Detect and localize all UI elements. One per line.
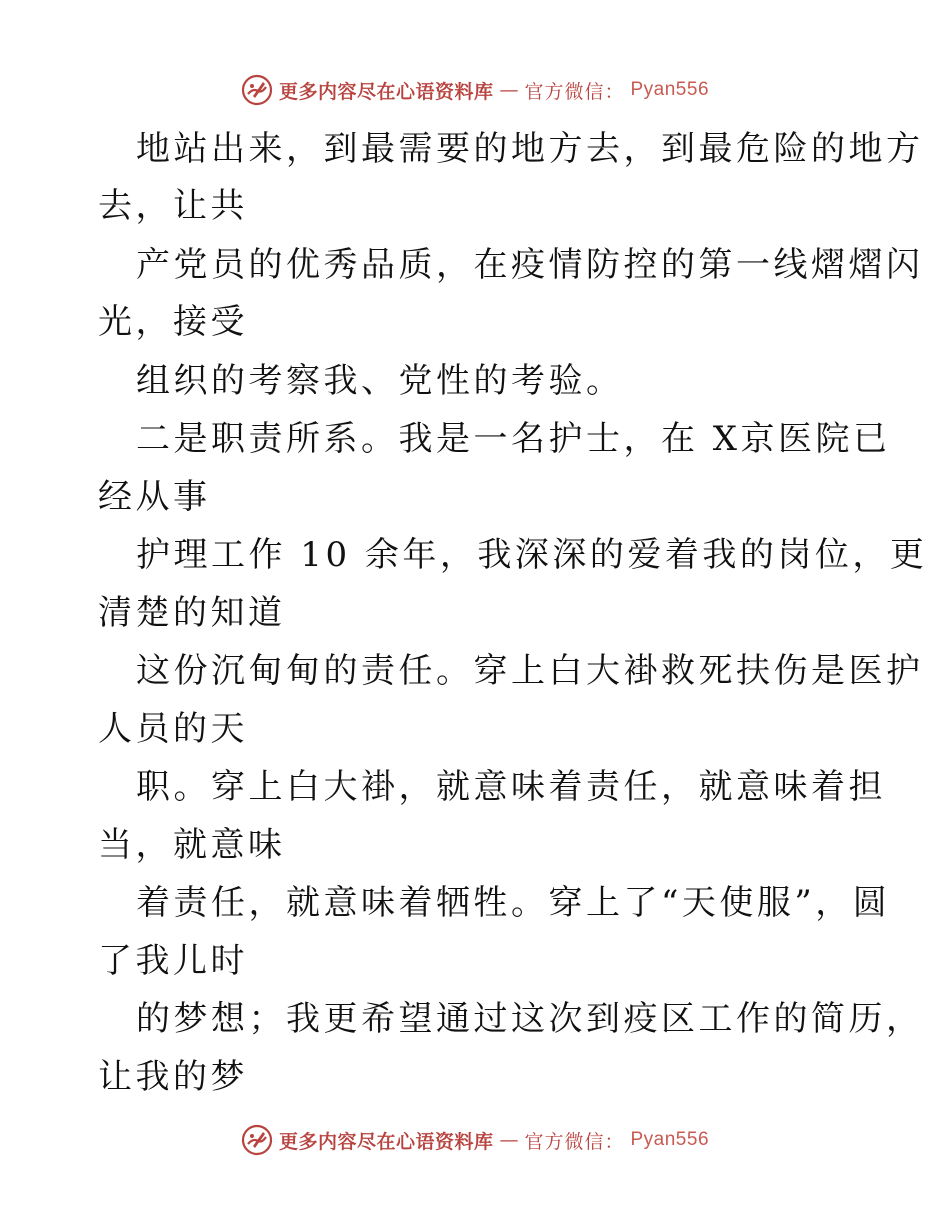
text-line: 地站出来，到最需要的地方去，到最危险的地方 bbox=[136, 129, 924, 169]
book-pen-logo-icon bbox=[241, 1124, 273, 1156]
text-line: 产党员的优秀品质，在疫情防控的第一线熠熠闪 bbox=[136, 245, 924, 285]
banner-separator: — bbox=[499, 79, 519, 101]
text-line: 了我儿时 bbox=[98, 941, 248, 981]
text-line: 的梦想；我更希望通过这次到疫区工作的简历， bbox=[136, 999, 924, 1039]
text-line: 让我的梦 bbox=[98, 1057, 248, 1097]
text-line: 着责任，就意味着牺牲。穿上了“天使服”，圆 bbox=[136, 883, 891, 923]
banner-wechat-id: Pyan556 bbox=[630, 1129, 710, 1150]
text-line: 组织的考察我、党性的考验。 bbox=[136, 361, 624, 401]
text-line: 清楚的知道 bbox=[98, 593, 286, 633]
text-line: 这份沉甸甸的责任。穿上白大褂救死扶伤是医护 bbox=[136, 651, 924, 691]
header-banner bbox=[0, 70, 950, 110]
banner-wechat-label: 官方微信： bbox=[524, 1130, 625, 1153]
text-line: 护理工作 10 余年，我深深的爱着我的岗位，更 bbox=[136, 535, 928, 575]
text-line: 二是职责所系。我是一名护士，在 X京医院已 bbox=[136, 419, 891, 459]
banner-title: 更多内容尽在心语资料库 bbox=[278, 1130, 494, 1153]
footer-banner bbox=[0, 1120, 950, 1160]
banner-title: 更多内容尽在心语资料库 bbox=[278, 80, 494, 103]
banner-wechat-label: 官方微信： bbox=[524, 80, 625, 103]
text-line: 经从事 bbox=[98, 477, 211, 517]
text-line: 职。穿上白大褂，就意味着责任，就意味着担 bbox=[136, 767, 886, 807]
text-line: 去，让共 bbox=[98, 186, 248, 226]
text-line: 人员的天 bbox=[98, 709, 248, 749]
text-line: 当，就意味 bbox=[98, 825, 286, 865]
banner-separator: — bbox=[499, 1129, 519, 1151]
banner-wechat-id: Pyan556 bbox=[630, 79, 710, 100]
book-pen-logo-icon bbox=[241, 74, 273, 106]
text-line: 光，接受 bbox=[98, 302, 248, 342]
